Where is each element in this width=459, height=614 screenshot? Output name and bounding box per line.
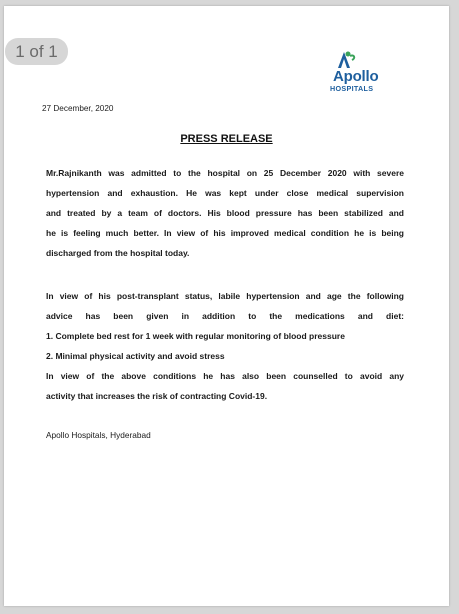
paragraph-admission xyxy=(46,163,404,263)
text-line: In view of the above conditions he has also been counselled to avoid any xyxy=(46,371,404,381)
page-title: PRESS RELEASE xyxy=(180,133,273,145)
text-line: In view of his post-transplant status, labile hypertension and age the following xyxy=(46,291,404,301)
page-counter-badge: 1 of 1 xyxy=(5,38,68,65)
text-line: activity that increases the risk of contracting Covid-19. xyxy=(46,391,268,401)
apollo-logo xyxy=(324,48,404,102)
list-item: 2. Minimal physical activity and avoid stress xyxy=(46,351,225,361)
letter-date: 27 December, 2020 xyxy=(42,104,114,113)
text-line: he is feeling much better. In view of his improved medical condition he is being xyxy=(46,228,404,238)
text-line: discharged from the hospital today. xyxy=(46,248,190,258)
text-line: advice has been given in addition to the medications and diet: xyxy=(46,311,404,321)
text-line: hypertension and exhaustion. He was kept under close medical supervision xyxy=(46,188,404,198)
paragraph-advice xyxy=(46,286,404,406)
text-line: Mr.Rajnikanth was admitted to the hospital on 25 December 2020 with severe xyxy=(46,168,404,178)
logo-wordmark: Apollo xyxy=(333,68,379,85)
logo-subtitle: HOSPITALS xyxy=(330,84,374,93)
list-item: 1. Complete bed rest for 1 week with regular monitoring of blood pressure xyxy=(46,331,345,341)
signature: Apollo Hospitals, Hyderabad xyxy=(46,430,151,440)
document-page xyxy=(4,6,449,606)
text-line: and treated by a team of doctors. His blood pressure has been stabilized and xyxy=(46,208,404,218)
